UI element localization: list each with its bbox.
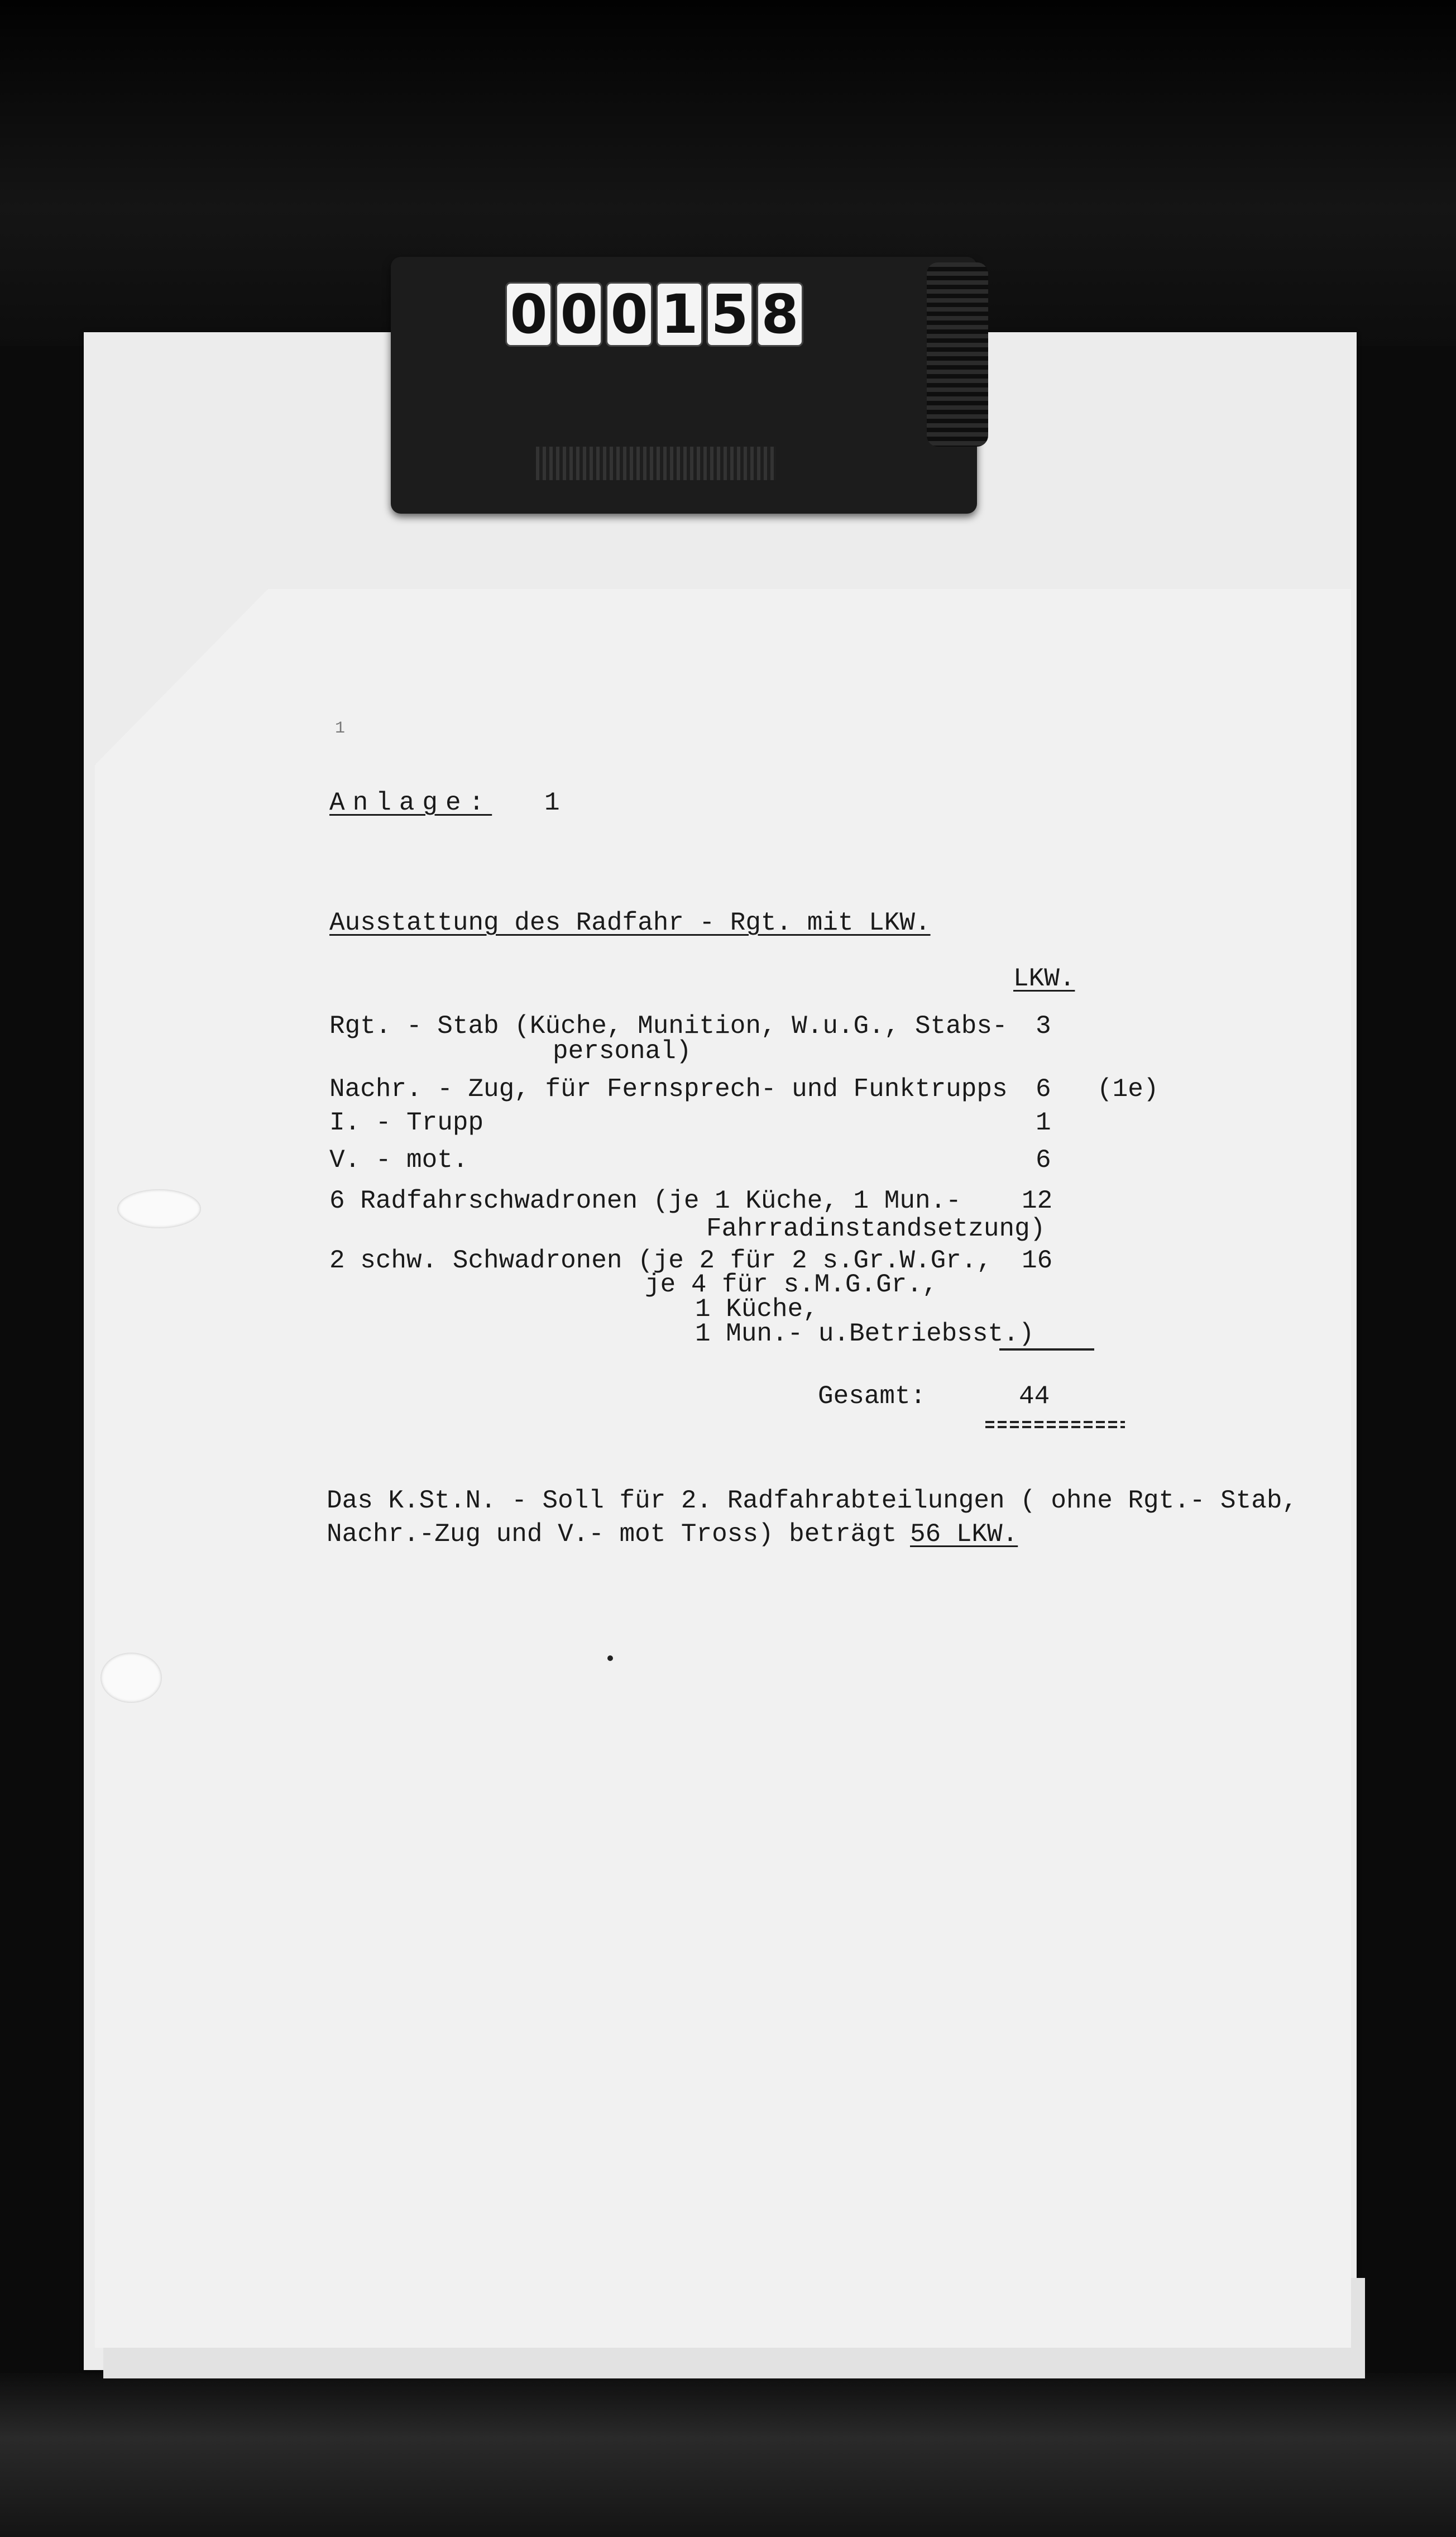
counter-knob bbox=[927, 262, 988, 447]
row-label-continued: je 4 für s.M.G.Gr., bbox=[645, 1270, 938, 1299]
row-label-continued: personal) bbox=[553, 1037, 692, 1066]
counter-digit: 0 bbox=[555, 282, 602, 347]
counter-digit: 0 bbox=[505, 282, 552, 347]
row-value: 12 bbox=[1022, 1186, 1053, 1215]
footer-value: 56 LKW. bbox=[910, 1520, 1018, 1549]
total-double-rule bbox=[985, 1421, 1125, 1429]
counter-digit: 5 bbox=[706, 282, 753, 347]
counter-label-strip bbox=[536, 447, 776, 480]
annex-heading: Anlage: bbox=[329, 788, 492, 817]
paper-blemish bbox=[100, 1653, 162, 1703]
row-value: 3 bbox=[1036, 1012, 1051, 1041]
row-label: 2 schw. Schwadronen (je 2 für 2 s.Gr.W.Gr., bbox=[329, 1246, 992, 1275]
document-title: Ausstattung des Radfahr - Rgt. mit LKW. bbox=[329, 908, 931, 937]
counter-digit: 8 bbox=[756, 282, 803, 347]
counter-digit: 0 bbox=[606, 282, 653, 347]
row-label-continued: 1 Küche, bbox=[695, 1295, 818, 1324]
counter-digit: 1 bbox=[656, 282, 703, 347]
film-border-bottom bbox=[0, 2373, 1456, 2537]
row-label: I. - Trupp bbox=[329, 1108, 484, 1137]
footer-line: Nachr.-Zug und V.- mot Tross) beträgt bbox=[327, 1520, 897, 1549]
sum-rule bbox=[999, 1348, 1094, 1351]
row-label: Nachr. - Zug, für Fernsprech- und Funktrupps bbox=[329, 1075, 1008, 1104]
page-mark: 1 bbox=[335, 719, 346, 738]
row-value: 16 bbox=[1022, 1246, 1053, 1275]
frame-counter-display bbox=[505, 282, 803, 347]
row-label: 6 Radfahrschwadronen (je 1 Küche, 1 Mun.- bbox=[329, 1186, 961, 1215]
total-label: Gesamt: bbox=[818, 1382, 926, 1411]
paper-blemish bbox=[117, 1189, 201, 1228]
row-value: 6 bbox=[1036, 1075, 1051, 1104]
ink-dot bbox=[607, 1655, 613, 1661]
total-value: 44 bbox=[1019, 1382, 1050, 1411]
footer-line: Das K.St.N. - Soll für 2. Radfahrabteilungen ( ohne Rgt.- Stab, bbox=[327, 1486, 1298, 1515]
row-label-continued: 1 Mun.- u.Betriebsst.) bbox=[695, 1319, 1034, 1348]
row-value: 6 bbox=[1036, 1146, 1051, 1175]
column-header: LKW. bbox=[1013, 964, 1075, 993]
row-label: Rgt. - Stab (Küche, Munition, W.u.G., Stabs- bbox=[329, 1012, 1008, 1041]
row-note: (1e) bbox=[1097, 1075, 1159, 1104]
annex-number: 1 bbox=[544, 788, 560, 817]
row-value: 1 bbox=[1036, 1108, 1051, 1137]
row-label-continued: Fahrradinstandsetzung) bbox=[706, 1214, 1046, 1243]
document-page bbox=[95, 589, 1351, 2348]
row-label: V. - mot. bbox=[329, 1146, 468, 1175]
